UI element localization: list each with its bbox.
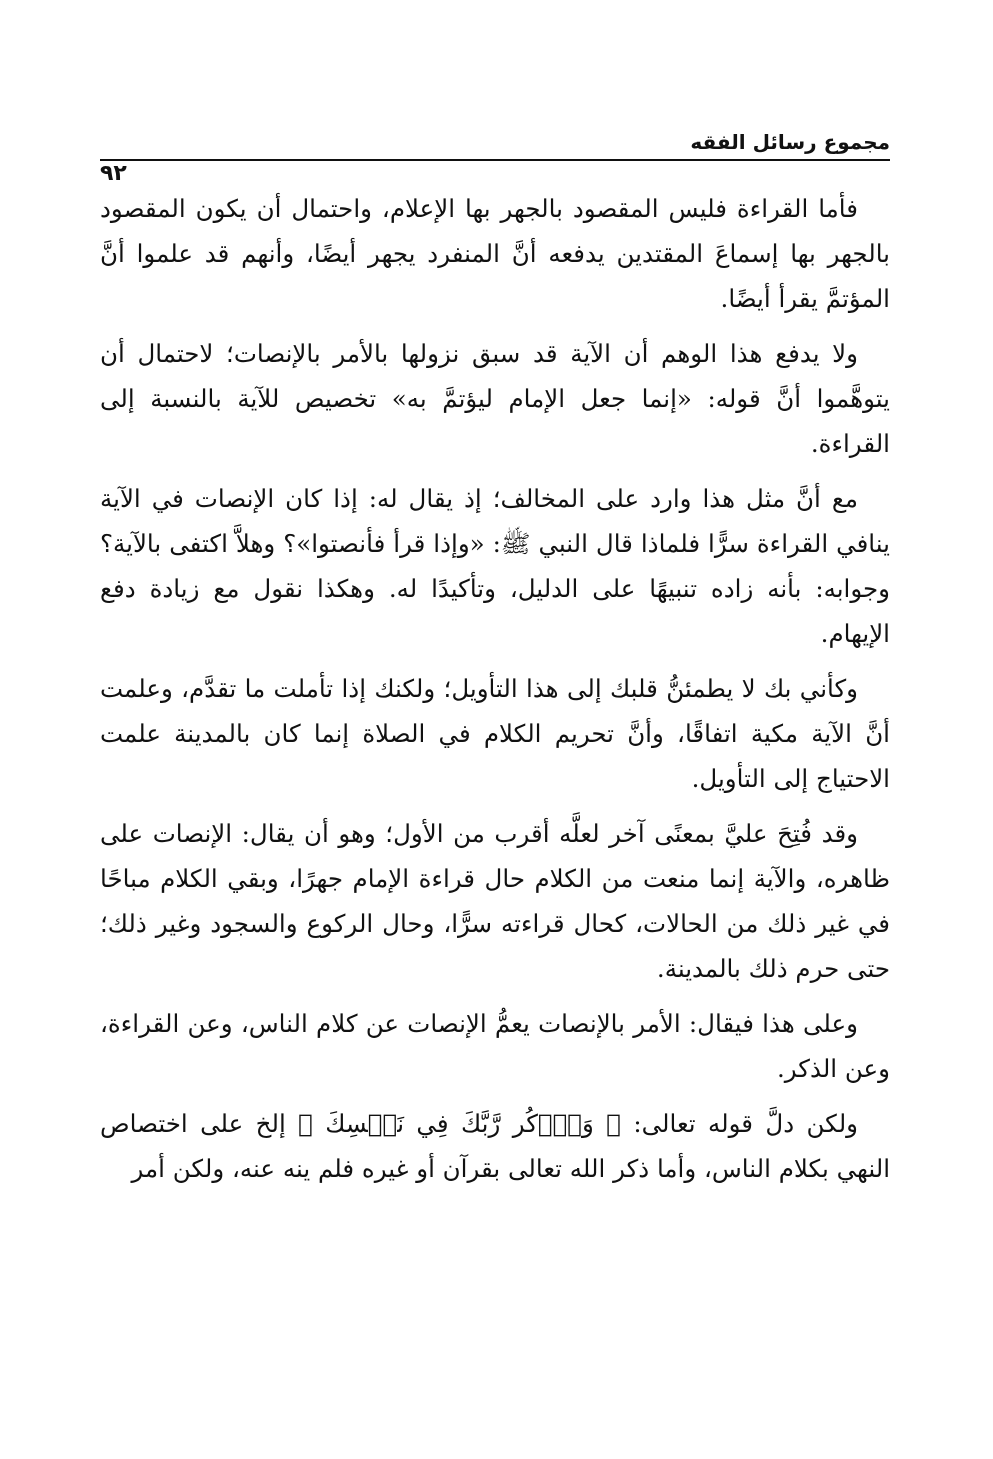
paragraph-7: ولكن دلَّ قوله تعالى: ﴿ وَٱذۡكُر رَّبَّكَ فِي نَفۡسِكَ ﴾ إلخ على اختصاص النهي بكلام الناس، وأما ذكر الله تعالى بقرآن أو غيره فلم ينه عنه، ولكن أمر bbox=[100, 1109, 890, 1183]
paragraph-6: وعلى هذا فيقال: الأمر بالإنصات يعمُّ الإنصات عن كلام الناس، وعن القراءة، وعن الذكر. bbox=[100, 1009, 890, 1083]
page-header bbox=[100, 118, 890, 186]
paragraph-1: فأما القراءة فليس المقصود بالجهر بها الإعلام، واحتمال أن يكون المقصود بالجهر بها إسماعَ المقتدين يدفعه أنَّ المنفرد يجهر أيضًا، وأنهم قد علموا أنَّ المؤتمَّ يقرأ أيضًا. bbox=[100, 194, 890, 313]
paragraph-5: وقد فُتِحَ عليَّ بمعنًى آخر لعلَّه أقرب من الأول؛ وهو أن يقال: الإنصات على ظاهره، والآية إنما منعت من الكلام حال قراءة الإمام جهرًا، وبقي الكلام مباحًا في غير ذلك من الحالات، كحال قراءته سرًّا، وحال الركوع والسجود وغير ذلك؛ حتى حرم ذلك بالمدينة. bbox=[100, 819, 890, 983]
paragraph-3: مع أنَّ مثل هذا وارد على المخالف؛ إذ يقال له: إذا كان الإنصات في الآية ينافي القراءة سرًّا فلماذا قال النبي ﷺ: «وإذا قرأ فأنصتوا»؟ وهلاَّ اكتفى بالآية؟ وجوابه: بأنه زاده تنبيهًا على الدليل، وتأكيدًا له. وهكذا نقول مع زيادة دفع الإيهام. bbox=[100, 484, 890, 648]
page-number: ٩٢ bbox=[100, 161, 127, 186]
main-text bbox=[100, 186, 890, 1191]
paragraph-2: ولا يدفع هذا الوهم أن الآية قد سبق نزولها بالأمر بالإنصات؛ لاحتمال أن يتوهَّموا أنَّ قوله: «إنما جعل الإمام ليؤتمَّ به» تخصيص للآية بالنسبة إلى القراءة. bbox=[100, 339, 890, 458]
header-rule bbox=[100, 159, 890, 161]
running-title: مجموع رسائل الفقه bbox=[690, 130, 890, 154]
paragraph-4: وكأني بك لا يطمئنُّ قلبك إلى هذا التأويل؛ ولكنك إذا تأملت ما تقدَّم، وعلمت أنَّ الآية مكية اتفاقًا، وأنَّ تحريم الكلام في الصلاة إنما كان بالمدينة علمت الاحتياج إلى التأويل. bbox=[100, 674, 890, 793]
